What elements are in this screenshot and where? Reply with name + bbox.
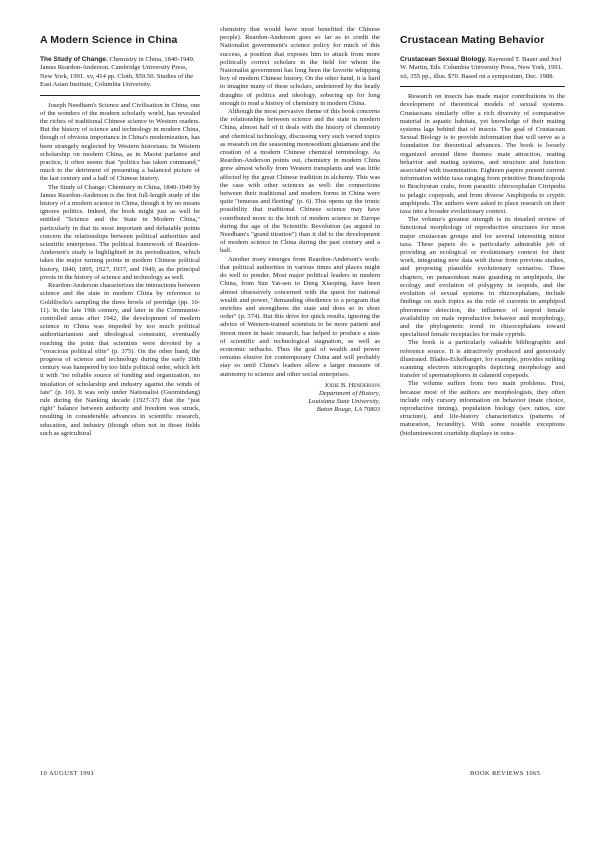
- column-right: [400, 26, 565, 438]
- book-details: Chemistry in China, 1840-1949. James Reardon-Anderson. Cambridge University Press, New York, 1991. xv, 414 pp. Cloth, $59.50. Studies of the East Asian Institute, Columbia University.: [40, 56, 195, 89]
- review-title: Crustacean Mating Behavior: [400, 34, 545, 46]
- paragraph: The volume's greatest strength is its detailed review of functional morphology of reproductive structures for most major crustacean groups and for several interesting minor taxa. These papers do a particularly admirable job of providing an ecological or evolutionary context for their work, integrating new data with those from previous studies, and proposing plausible evolutionary scenarios. These chapters, on penaeoidean mate guarding in amphipods, the ecology and evolution of polygyny in isopods, and the evolution of sexual systems in rhizocephalans, include findings on such topics as the role of currents in amphipod pheromone detection, the influence of isopod female availability on male reproductive behavior and morphology, and the phylogenetic trend in rhizocephalans toward specialized female receptacles for male cyprids.: [400, 216, 565, 339]
- footer-date: 10 AUGUST 1991: [40, 770, 95, 777]
- book-details: Raymond T. Bauer and Joel W. Martin, Eds. Columbia University Press, New York, 1991. xii, 355 pp., illus. $70. Based on a symposium, Dec. 1988.: [400, 56, 563, 80]
- column-middle: [220, 26, 380, 415]
- paragraph: Research on insects has made major contributions to the development of theoretical models of sexual systems. Crustaceans similarly offer a rich diversity of comparative material in aquatic habitats, yet knowledge of their mating systems lags behind that of insects. The goal of Crustacean Sexual Biology is to provide information that will serve as a foundation for theoretical advances. The book is loosely organized around three themes: mate attraction, mating behavior and mating systems, and structure and function associated with insemination. Eighteen papers present current information within taxa ranging from primitive Branchiopoda to Brachyuran crabs, from parasitic chirocephalan Cirripedia to pelagic copepods, and from diverse Amphipoda to cryptic amphipods. The authors were asked to place research on their taxa into a broader evolutionary context.: [400, 93, 565, 216]
- paragraph: The Study of Change: Chemistry in China, 1840-1949 by James Reardon-Anderson is the first full-length study of the history of a modern science in China, though it by no means ignores politics. Indeed, the book might just as well be entitled "Science and the State in Modern China," particularly in that its most important and debatable points concern the relationships between political authorities and scientific enterprises. The political framework of Reardon-Anderson's study is highlighted in its periodization, which takes the major turning points in modern Chinese political history, 1840, 1895, 1927, 1937, and 1949, as the principal pivots in the history of science and technology as well.: [40, 183, 200, 281]
- paragraph: chemistry that would have most benefited the Chinese people). Reardon-Anderson goes so far as to credit the Nationalist government's science policy for much of this success, a position that exposes him to attack from more politically correct scholars in the field for whom the Nationalist government has long been the favorite whipping boy of modern Chinese history. On the other hand, it is hard to imagine many of these scholars, undeterred by the heady draughts of politics and ideology, sobering up for long enough to read a history of chemistry in modern China.: [220, 26, 380, 107]
- footer-section-page: BOOK REVIEWS 1065: [470, 770, 541, 777]
- book-title: The Study of Change.: [40, 56, 108, 63]
- paragraph: Another irony emerges from Reardon-Anderson's work: that political authorities in various times and places might do well to ponder. Most major political leaders in modern China, from Sun Yat-sen to Deng Xiaoping, have been almost obsessively concerned with the quest for national wealth and power, "demanding obedience to a program that enriches and strengthens the state and does so in short order" (p. 374). But this drive for quick results, ignoring the advice of Western-trained scientists to be more patient and invest more in basic research, has helped to produce a state of scientific and technological stagnation, as well as economic setbacks. Thus the goal of wealth and power remains elusive for contemporary China and will probably stay so until China's leaders allow a larger measure of autonomy to science and other social enterprises.: [220, 255, 380, 378]
- reviewer-affiliation: Louisiana State University,: [308, 398, 380, 406]
- book-citation: [40, 56, 200, 90]
- divider: [40, 95, 200, 96]
- paragraph: The volume suffers from two main problems. First, because most of the authors are morphologists, they often include only cursory information on behavior (mate choice, reproductive timing), population biology (sex ratios, size structure), and life-history characteristics (patterns of maturation, fecundity). With some notable exceptions (bioluminescent courtship displays in ostra-: [400, 380, 565, 437]
- review-title: A Modern Science in China: [40, 34, 178, 46]
- column-left: [40, 26, 200, 438]
- paragraph: The book is a particularly valuable bibliographic and reference source. It is attractively produced and generously illustrated. Blades-Eckelbarger, for example, provides striking scanning electron micrographs depicting morphology and transfer of spermatophores in calanoid copepods.: [400, 339, 565, 380]
- paragraph: Although the most pervasive theme of this book concerns the relationships between science and the state in modern China, almost half of it deals with the history of chemistry and chemical technology, discussing very such varied topics as research on the seasoning monosodium glutamate and the creation of a modern Chinese chemical terminology. As Reardon-Anderson points out, chemistry in modern China grew almost wholly from Western transplants and was little affected by the great Chinese tradition in alchemy. This was the case with other sciences as well: the connections between their traditional and modern forms in China were quite "tenuous and fleeting" (p. 6). This opens up the ironic possibility that traditional Chinese science may have contributed more to the birth of modern science in Europe during the age of the Scientific Revolution (as argued in Needham's "grand titration") than it did to the development of modern science in China during the past century and a half.: [220, 108, 380, 255]
- divider: [400, 86, 565, 87]
- paragraph: Reardon-Anderson characterizes the interactions between science and the state in modern China by reference to Goldilocks's sampling the three bowls of porridge (pp. 10-11). In the late 19th century, and later in the Communist-controlled areas after 1942, the development of modern science in China was impeded by too much political authoritarianism and ideological constraint, eventually reaching the point that scientists were devoted by a "voracious political elite" (p. 375). On the other hand, the progress of science and technology during the early 20th century was hampered by too little political order, which left it with "no reliable source of funding and organization, no insulation of scholarship and industry against the winds of fate" (p. 10). It was only under Nationalist (Guomindang) rule during the Nanking decade (1927-37) that the "just right" balance between authority and freedom was struck, resulting in considerable advances in scientific research, education, and industry (though often not in those fields such as agricultural: [40, 282, 200, 437]
- reviewer-affiliation: Baton Rouge, LA 70803: [316, 406, 380, 414]
- book-title: Crustacean Sexual Biology.: [400, 56, 487, 63]
- reviewer-name: Jodie B. Henderson: [324, 381, 380, 389]
- reviewer-affiliation: Department of History,: [319, 389, 380, 397]
- paragraph: Joseph Needham's Science and Civilisation in China, one of the wonders of the modern scholarly world, has revealed the riches of traditional Chinese science to Western readers. But the history of science and technology in modern China, though of obvious importance in China's modernization, has been strangely neglected by Western historians. In Western scholarship on modern China, as in Maoist parlance and practice, it often seems that "politics has taken command," much to the detriment of presenting a balanced picture of the last century and a half of Chinese history.: [40, 101, 200, 183]
- book-citation: [400, 56, 565, 81]
- reviewer-signature: [220, 382, 380, 415]
